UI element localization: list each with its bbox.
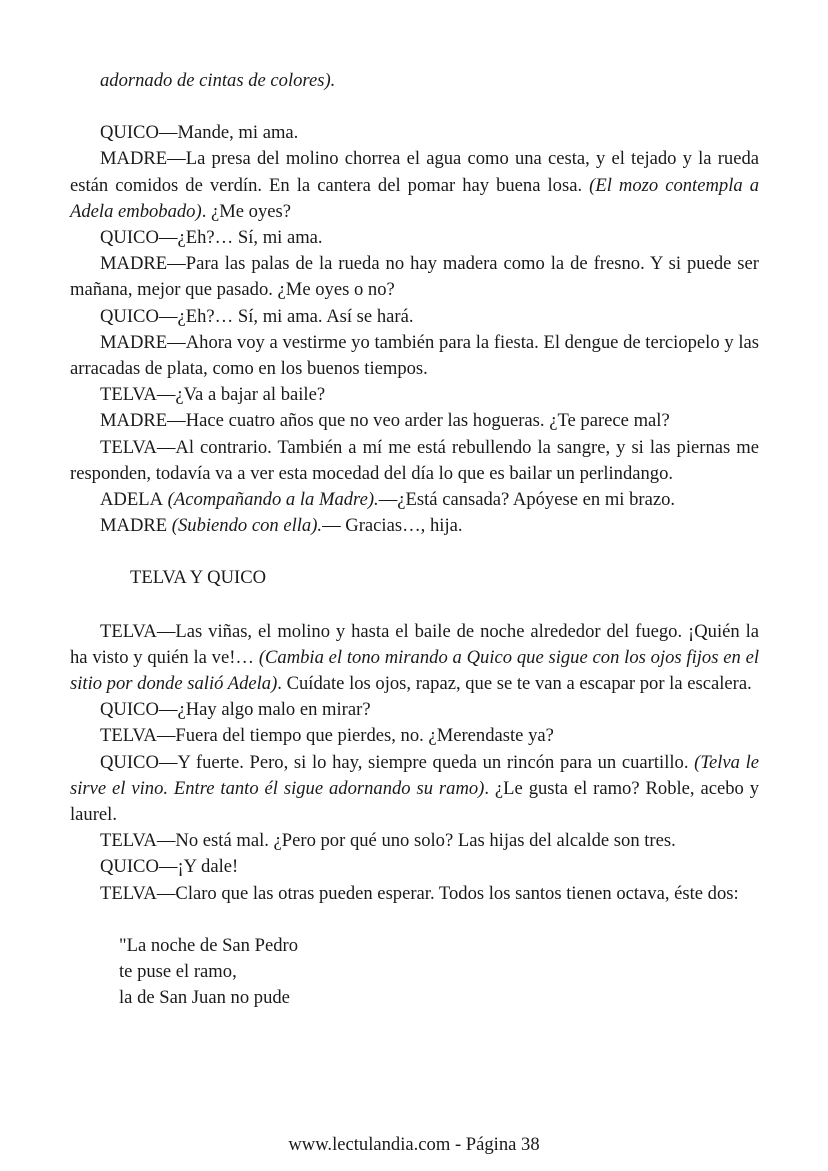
stage-direction: adornado de cintas de colores). (100, 70, 336, 91)
dialogue-block (70, 120, 759, 539)
dialogue-line (70, 854, 759, 880)
dialogue-line (70, 408, 759, 434)
speaker-name: ADELA (100, 489, 163, 511)
dialogue-line (70, 120, 759, 146)
dialogue-block (70, 619, 759, 907)
dialogue-text: — Gracias…, hija. (322, 515, 463, 537)
dialogue-line (70, 382, 759, 408)
dialogue-text: . ¿Me oyes? (201, 200, 292, 222)
verse-block (70, 933, 759, 1012)
speaker-name: QUICO (100, 227, 159, 249)
dialogue-line (70, 750, 759, 829)
page-content (70, 68, 759, 1012)
speaker-name: TELVA (100, 384, 157, 406)
dialogue-line (70, 828, 759, 854)
dialogue-line (70, 304, 759, 330)
dialogue-line (70, 723, 759, 749)
speaker-name: TELVA (100, 725, 157, 747)
dialogue-text: —¿Hay algo malo en mirar? (158, 699, 371, 721)
dialogue-line (70, 330, 759, 382)
dialogue-line (70, 146, 759, 225)
dialogue-line (70, 225, 759, 251)
dialogue-text: —Mande, mi ama. (158, 122, 299, 144)
verse-line: te puse el ramo, (119, 961, 237, 983)
dialogue-text: —Claro que las otras pueden esperar. Todos los santos tienen octava, éste dos: (156, 882, 739, 904)
speaker-name: MADRE (100, 515, 168, 537)
dialogue-text: . Cuídate los ojos, rapaz, que se te van a escapar por la escalera. (277, 673, 752, 695)
dialogue-text: —Y fuerte. Pero, si lo hay, siempre queda un rincón para un cuartillo. (158, 751, 695, 773)
speaker-name: QUICO (100, 305, 159, 327)
dialogue-text: —Ahora voy a vestirme yo también para la fiesta. El dengue de terciopelo y las arracadas de plata, como en los buenos tiempos. (70, 331, 759, 380)
dialogue-line (70, 487, 759, 513)
dialogue-line (70, 619, 759, 698)
dialogue-text: —Fuera del tiempo que pierdes, no. ¿Merendaste ya? (156, 725, 554, 747)
dialogue-text: —¿Va a bajar al baile? (156, 384, 326, 406)
dialogue-line (70, 697, 759, 723)
speaker-name: QUICO (100, 856, 159, 878)
dialogue-text: —Al contrario. También a mí me está rebullendo la sangre, y si las piernas me responden, todavía va a ver esta mocedad del día lo que es bailar un perlindango. (70, 436, 759, 484)
speaker-name: TELVA (100, 436, 157, 458)
verse-line: la de San Juan no pude (119, 987, 290, 1009)
speaker-name: MADRE (100, 148, 168, 170)
dialogue-text: —Para las palas de la rueda no hay madera como la de fresno. Y si puede ser mañana, mejor que pasado. ¿Me oyes o no? (70, 253, 759, 301)
dialogue-text: —¿Eh?… Sí, mi ama. Así se hará. (158, 305, 414, 327)
speaker-name: TELVA (100, 882, 157, 904)
verse-line: "La noche de San Pedro (119, 934, 299, 956)
speaker-name: TELVA (100, 830, 157, 852)
dialogue-text: —No está mal. ¿Pero por qué uno solo? Las hijas del alcalde son tres. (156, 830, 676, 852)
dialogue-line (70, 513, 759, 539)
dialogue-text: —Hace cuatro años que no veo arder las hogueras. ¿Te parece mal? (167, 410, 670, 432)
dialogue-text: —La presa del molino chorrea el agua como una cesta, y el tejado y la rueda están comidos de verdín. En la cantera del pomar hay buena losa. (70, 148, 759, 196)
stage-direction: (Cambia el tono mirando a Quico que sigue con los ojos fijos en el sitio por donde salió Adela) (70, 646, 760, 695)
page-footer: www.lectulandia.com - Página 38 (288, 1134, 540, 1155)
dialogue-text: —¿Eh?… Sí, mi ama. (158, 227, 323, 249)
speaker-name: QUICO (100, 751, 159, 773)
stage-direction: (Subiendo con ella). (167, 515, 323, 537)
dialogue-line (70, 881, 759, 907)
dialogue-line (70, 435, 759, 487)
dialogue-text: . ¿Le gusta el ramo? Roble, acebo y laurel. (70, 777, 760, 826)
dialogue-text: —¡Y dale! (158, 856, 239, 878)
dialogue-line (70, 251, 759, 303)
stage-direction: (Telva le sirve el vino. Entre tanto él sigue adornando su ramo) (70, 751, 759, 799)
speaker-name: MADRE (100, 331, 168, 353)
stage-direction: (El mozo contempla a Adela embobado) (70, 174, 759, 222)
speaker-name: MADRE (100, 253, 168, 275)
dialogue-text: —¿Está cansada? Apóyese en mi brazo. (378, 489, 676, 511)
speaker-name: QUICO (100, 699, 159, 721)
speaker-name: TELVA (100, 620, 157, 642)
stage-direction: (Acompañando a la Madre). (163, 489, 379, 511)
speaker-name: MADRE (100, 410, 168, 432)
scene-heading: TELVA Y QUICO (130, 567, 267, 589)
speaker-name: QUICO (100, 122, 159, 144)
dialogue-text: —Las viñas, el molino y hasta el baile de noche alrededor del fuego. ¡Quién la ha visto y quién la ve!… (70, 620, 759, 668)
